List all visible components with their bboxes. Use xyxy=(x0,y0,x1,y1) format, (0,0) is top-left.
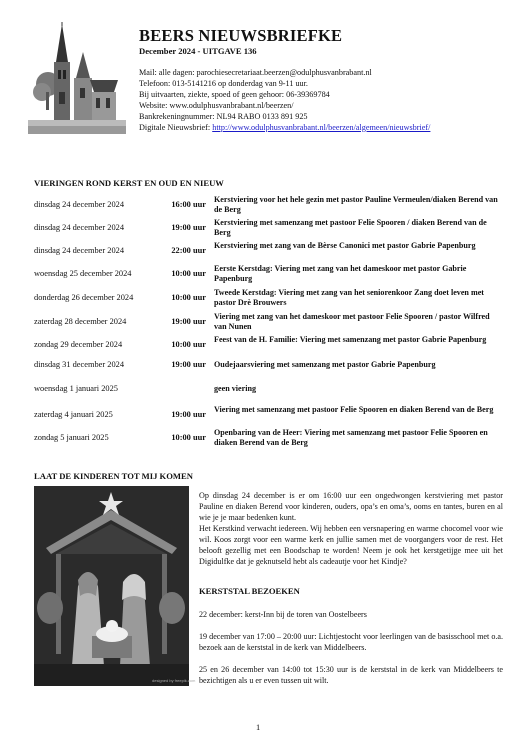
contact-digital xyxy=(139,123,509,134)
kids-paragraph-1: Op dinsdag 24 december is er om 16:00 uur een ongedwongen kerstviering met pastor Pauline en diaken Berend voor kinderen, ouders, opa’s en oma’s, ooms en tantes, buren en al wie je je maar bedenken kunt. xyxy=(199,491,503,522)
schedule-date: woensdag 1 januari 2025 xyxy=(34,384,118,393)
schedule-date: zondag 5 januari 2025 xyxy=(34,433,109,442)
newsletter-link[interactable]: http://www.odulphusvanbrabant.nl/beerzen/algemeen/nieuwsbrief/ xyxy=(212,122,431,132)
schedule-time: 10:00 uur xyxy=(171,433,206,442)
schedule-time: 19:00 uur xyxy=(171,317,206,326)
kerststal-paragraph-3: 25 en 26 december van 14:00 tot 15:30 uur is de kerststal in de kerk van Middelbeers te bezichtigen als u er even tussen uit wilt. xyxy=(199,665,503,685)
schedule-event: Feest van de H. Familie: Viering met samenzang met pastor Gabrie Papenburg xyxy=(214,335,487,344)
kerststal-heading: KERSTSTAL BEZOEKEN xyxy=(199,586,300,596)
schedule-time: 10:00 uur xyxy=(171,293,206,302)
digital-label: Digitale Nieuwsbrief: xyxy=(139,122,213,132)
newsletter-title: BEERS NIEUWSBRIEFKE xyxy=(139,26,343,45)
schedule-date: dinsdag 24 december 2024 xyxy=(34,223,125,232)
contact-mail: Mail: alle dagen: parochiesecretariaat.beerzen@odulphusvanbrabant.nl xyxy=(139,68,372,77)
schedule-event: Viering met zang van het dameskoor met pastoor Felie Spooren / pastor Wilfred van Nunen xyxy=(214,312,490,331)
kerststal-paragraph-2: 19 december van 17:00 – 20:00 uur: Lichtjestocht voor leerlingen van de basisschool met o.a. bezoek aan de kerststal in de kerk van Middelbeers. xyxy=(199,632,503,652)
contact-phone: Telefoon: 013-5141216 op donderdag van 9-11 uur. xyxy=(139,78,308,88)
kids-paragraph-2: Het Kerstkind verwacht iedereen. Wij hebben een versnapering en warme chocomel voor wie wil. Koos zorgt voor een warme kerk en jullie samen met de voorgangers voor de rest. Het belooft gezellig met een Boodschap te worden! Neem je ook het kerstgetijge mee uit het Digidulfke dat je geknutseld hebt als cadeautje voor het Kindje? xyxy=(199,524,503,566)
schedule-date: dinsdag 31 december 2024 xyxy=(34,360,125,369)
issue-subtitle: December 2024 - UITGAVE 136 xyxy=(139,46,257,56)
schedule-date: donderdag 26 december 2024 xyxy=(34,293,134,302)
schedule-date: dinsdag 24 december 2024 xyxy=(34,200,125,209)
schedule-time: 19:00 uur xyxy=(171,360,206,369)
contact-bank: Bankrekeningnummer: NL94 RABO 0133 891 925 xyxy=(139,111,308,121)
schedule-time: 16:00 uur xyxy=(171,200,206,209)
schedule-date: zaterdag 4 januari 2025 xyxy=(34,410,113,419)
schedule-event: Oudejaarsviering met samenzang met pastor Gabrie Papenburg xyxy=(214,360,436,369)
schedule-time: 10:00 uur xyxy=(171,340,206,349)
church-logo xyxy=(28,22,126,134)
schedule-event: Viering met samenzang met pastoor Felie Spooren en diaken Berend van de Berg xyxy=(214,405,494,414)
schedule-time: 19:00 uur xyxy=(171,223,206,232)
nativity-image xyxy=(34,486,196,686)
kids-heading: LAAT DE KINDEREN TOT MIJ KOMEN xyxy=(34,471,193,481)
schedule-event: Eerste Kerstdag: Viering met zang van het dameskoor met pastor Gabrie Papenburg xyxy=(214,264,467,283)
page-number: 1 xyxy=(256,723,261,732)
contact-urgent: Bij uitvaarten, ziekte, spoed of geen gehoor: 06-39369784 xyxy=(139,89,330,99)
schedule-event: Kerstviering voor het hele gezin met pastor Pauline Vermeulen/diaken Berend van de Berg xyxy=(214,195,498,214)
schedule-time: 10:00 uur xyxy=(171,269,206,278)
schedule-event: Kerstviering met samenzang met pastoor Felie Spooren / diaken Berend van de Berg xyxy=(214,218,487,237)
kerststal-paragraph-1: 22 december: kerst-Inn bij de toren van Oostelbeers xyxy=(199,610,367,619)
schedule-date: zondag 29 december 2024 xyxy=(34,340,123,349)
schedule-time: 22:00 uur xyxy=(171,246,206,255)
contact-block xyxy=(139,68,509,133)
schedule-date: zaterdag 28 december 2024 xyxy=(34,317,127,326)
schedule-time: 19:00 uur xyxy=(171,410,206,419)
schedule-event: Tweede Kerstdag: Viering met zang van het seniorenkoor Zang doet leven met pastor Drè Brouwers xyxy=(214,288,484,307)
schedule-event: Kerstviering met zang van de Bèrse Canonici met pastor Gabrie Papenburg xyxy=(214,241,476,250)
schedule-date: dinsdag 24 december 2024 xyxy=(34,246,125,255)
schedule-event: geen viering xyxy=(214,384,257,393)
contact-website: Website: www.odulphusvanbrabant.nl/beerzen/ xyxy=(139,100,294,110)
kids-text xyxy=(199,490,503,567)
schedule-date: woensdag 25 december 2024 xyxy=(34,269,132,278)
schedule-event: Openbaring van de Heer: Viering met samenzang met pastoor Felie Spooren en diaken Berend van de Berg xyxy=(214,428,488,447)
schedule-heading: VIERINGEN ROND KERST EN OUD EN NIEUW xyxy=(34,178,224,188)
image-credit: designed by freepik.com xyxy=(152,678,196,683)
